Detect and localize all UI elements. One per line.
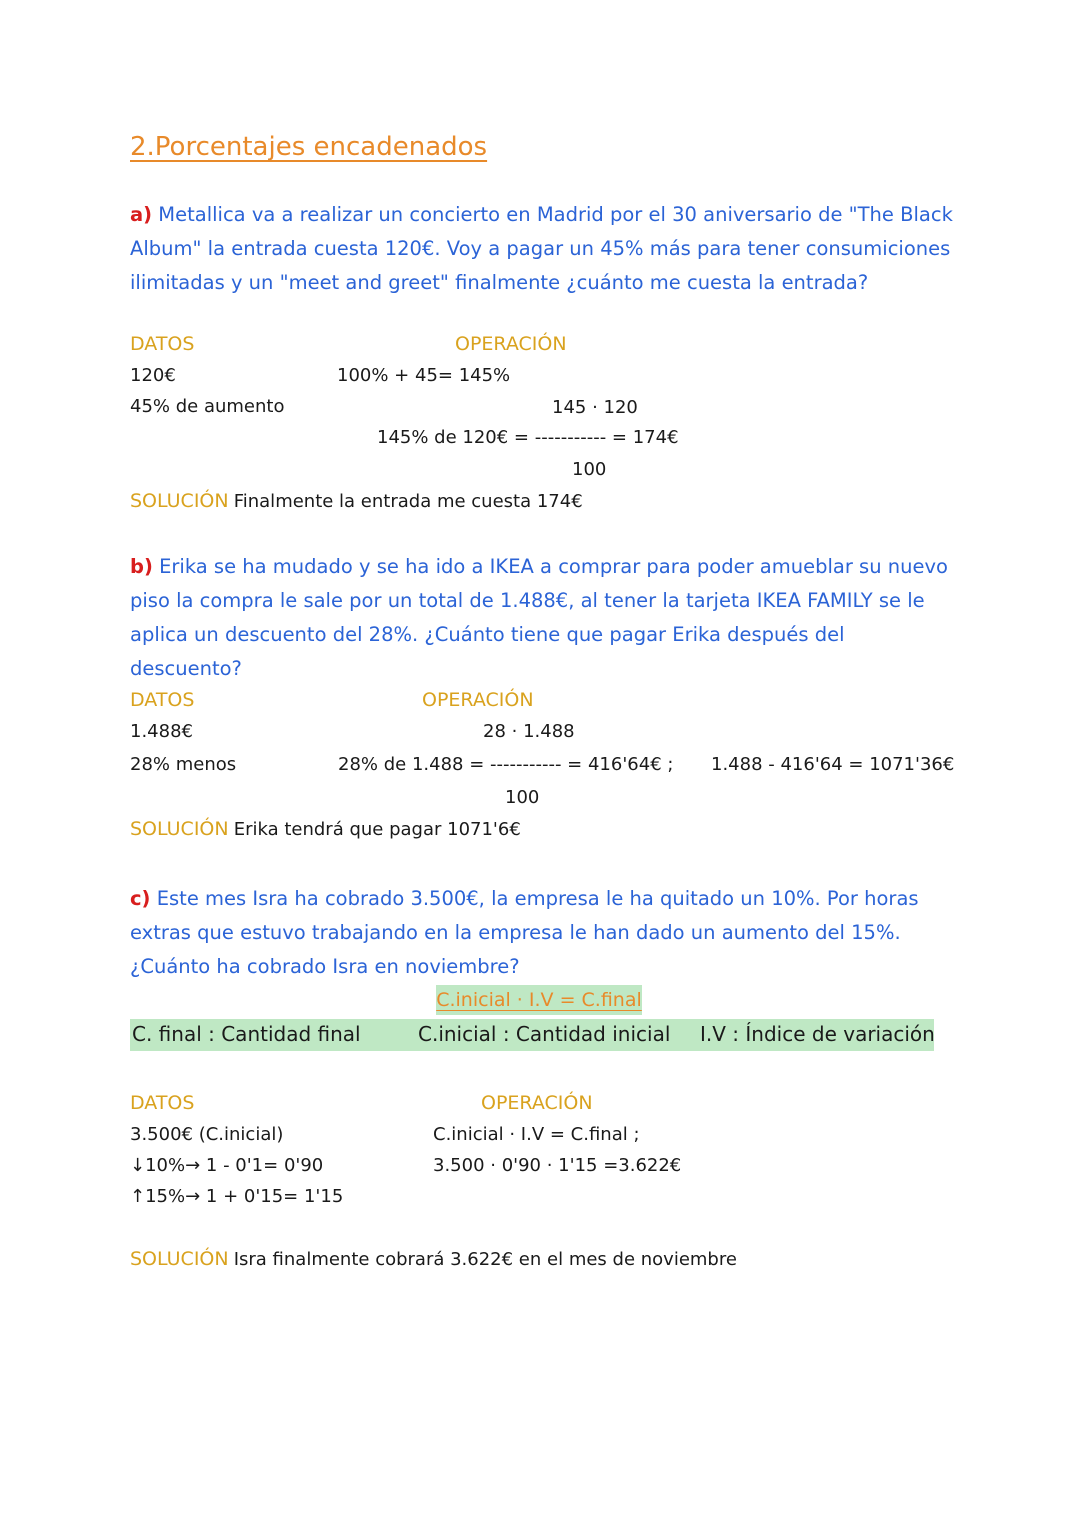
problem-a-solution-label: SOLUCIÓN <box>130 490 229 512</box>
problem-b-solution <box>130 818 521 840</box>
problem-b-data-1: 1.488€ <box>130 721 193 742</box>
problem-a-text: Metallica va a realizar un concierto en Madrid por el 30 aniversario de "The Black Album" la entrada cuesta 120€. Voy a pagar un 45% más para tener consumiciones ilimitadas y un "meet and greet" finalmente ¿cuánto me cuesta la entrada? <box>130 203 953 294</box>
problem-c-data-1: 3.500€ (C.inicial) <box>130 1124 284 1145</box>
problem-b-text: Erika se ha mudado y se ha ido a IKEA a comprar para poder amueblar su nuevo piso la compra le sale por un total de 1.488€, al tener la tarjeta IKEA FAMILY se le aplica un descuento del 28%. ¿Cuánto tiene que pagar Erika después del descuento? <box>130 555 948 680</box>
problem-b-datos-label: DATOS <box>130 689 195 711</box>
problem-c-letter: c) <box>130 887 151 910</box>
problem-b-statement <box>130 550 960 686</box>
problem-a-data-1: 120€ <box>130 365 176 386</box>
page-title: 2.Porcentajes encadenados <box>130 132 488 162</box>
problem-c-solution <box>130 1248 737 1270</box>
problem-b-operacion-label: OPERACIÓN <box>422 689 534 711</box>
legend-iv: I.V : Índice de variación <box>700 1022 935 1046</box>
problem-b-data-2: 28% menos <box>130 754 237 775</box>
problem-a-datos-label: DATOS <box>130 333 195 355</box>
problem-c-data-3: ↑15%→ 1 + 0'15= 1'15 <box>130 1186 344 1207</box>
problem-a-solution <box>130 490 583 512</box>
problem-a-letter: a) <box>130 203 153 226</box>
problem-b-denominator: 100 <box>505 787 540 808</box>
problem-b-numerator: 28 · 1.488 <box>483 721 575 742</box>
problem-b-letter: b) <box>130 555 153 578</box>
problem-a-fraction-line: 145% de 120€ = ----------- = 174€ <box>377 427 679 448</box>
formula-highlight: C.inicial · I.V = C.final <box>436 985 642 1015</box>
problem-c-text: Este mes Isra ha cobrado 3.500€, la empresa le ha quitado un 10%. Por horas extras que estuvo trabajando en la empresa le han dado un aumento del 15%. ¿Cuánto ha cobrado Isra en noviembre? <box>130 887 919 978</box>
problem-b-solution-text: Erika tendrá que pagar 1071'6€ <box>233 819 521 840</box>
problem-a-operacion-label: OPERACIÓN <box>455 333 567 355</box>
legend-inicial: C.inicial : Cantidad inicial <box>418 1022 671 1046</box>
problem-a-numerator: 145 · 120 <box>552 397 638 418</box>
problem-a-denominator: 100 <box>572 459 607 480</box>
problem-c-statement <box>130 882 960 984</box>
problem-b-fraction-line: 28% de 1.488 = ----------- = 416'64€ ; <box>338 754 674 775</box>
problem-c-solution-label: SOLUCIÓN <box>130 1248 229 1270</box>
problem-b-solution-label: SOLUCIÓN <box>130 818 229 840</box>
problem-c-operacion-label: OPERACIÓN <box>481 1092 593 1114</box>
problem-a-op-1: 100% + 45= 145% <box>337 365 511 386</box>
formula-legend <box>130 1019 934 1051</box>
problem-a-statement <box>130 198 960 300</box>
problem-b-subtraction: 1.488 - 416'64 = 1071'36€ <box>711 754 955 775</box>
problem-c-data-2: ↓10%→ 1 - 0'1= 0'90 <box>130 1155 324 1176</box>
problem-a-data-2: 45% de aumento <box>130 396 285 417</box>
problem-c-datos-label: DATOS <box>130 1092 195 1114</box>
problem-c-solution-text: Isra finalmente cobrará 3.622€ en el mes de noviembre <box>233 1249 737 1270</box>
legend-final: C. final : Cantidad final <box>132 1022 361 1046</box>
problem-a-solution-text: Finalmente la entrada me cuesta 174€ <box>233 491 583 512</box>
problem-c-op-1: C.inicial · I.V = C.final ; <box>433 1124 640 1145</box>
problem-c-op-2: 3.500 · 0'90 · 1'15 =3.622€ <box>433 1155 682 1176</box>
